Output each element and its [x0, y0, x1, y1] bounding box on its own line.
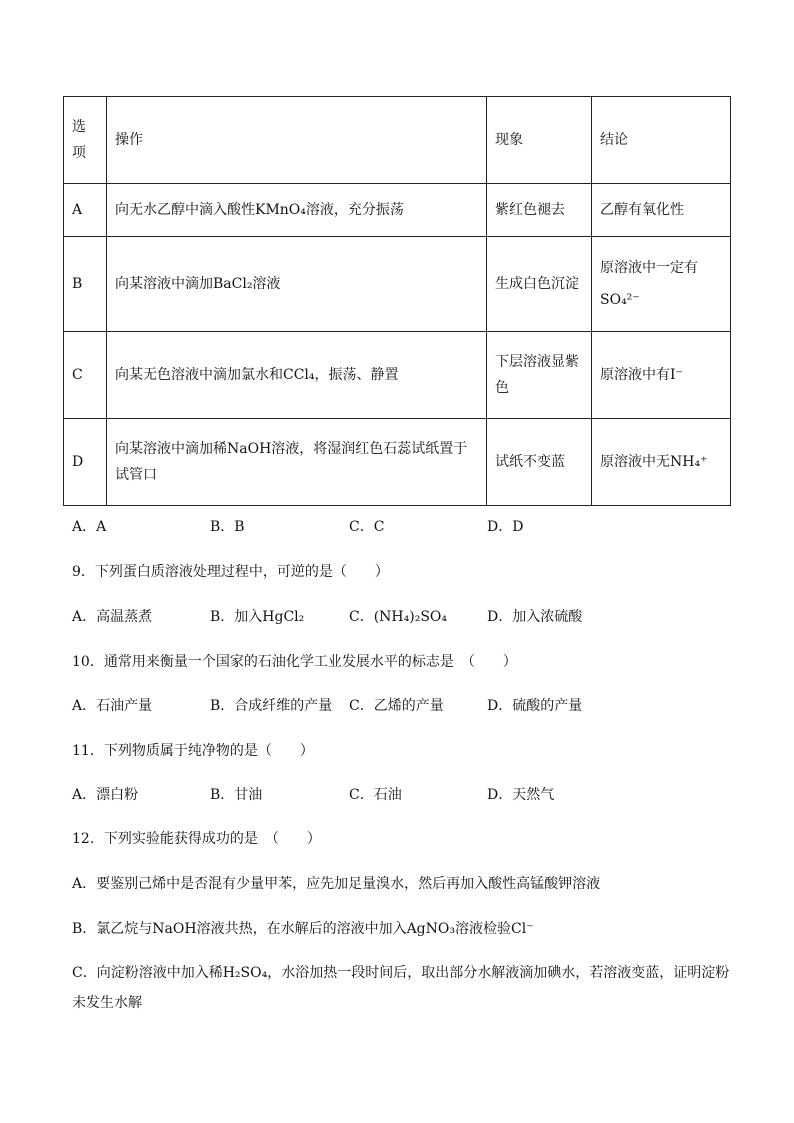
- answer-option-b[interactable]: B．加入HgCl₂: [210, 609, 305, 625]
- row-operation: 向某溶液中滴加稀NaOH溶液，将湿润红色石蕊试纸置于试管口: [107, 419, 487, 506]
- q9-options: [72, 606, 582, 626]
- answer-option-c[interactable]: C．乙烯的产量: [349, 698, 444, 714]
- answer-option-a[interactable]: A．A: [72, 519, 107, 535]
- header-conclusion: 结论: [592, 97, 731, 184]
- header-operation: 操作: [107, 97, 487, 184]
- answer-option-d[interactable]: D．D: [487, 519, 524, 535]
- experiment-table: [63, 96, 731, 506]
- q12-option-b[interactable]: B．氯乙烷与NaOH溶液共热，在水解后的溶液中加入AgNO₃溶液检验Cl⁻: [72, 921, 534, 937]
- row-operation: 向某无色溶液中滴加氯水和CCl₄，振荡、静置: [107, 332, 487, 419]
- answer-option-a[interactable]: A．石油产量: [72, 698, 153, 714]
- row-operation: 向无水乙醇中滴入酸性KMnO₄溶液，充分振荡: [107, 184, 487, 237]
- answer-option-c[interactable]: C．(NH₄)₂SO₄: [349, 609, 447, 625]
- row-conclusion: 原溶液中无NH₄⁺: [592, 419, 731, 506]
- q10-options: [72, 695, 582, 715]
- table-row: [64, 184, 731, 237]
- table-row: [64, 332, 731, 419]
- answer-option-b[interactable]: B．甘油: [210, 787, 263, 803]
- q11-stem: 11．下列物质属于纯净物的是（ ）: [72, 743, 314, 759]
- answer-option-c[interactable]: C．石油: [349, 787, 402, 803]
- table-row: [64, 419, 731, 506]
- q9-stem: 9．下列蛋白质溶液处理过程中，可逆的是（ ）: [72, 564, 389, 580]
- row-conclusion: 乙醇有氧化性: [592, 184, 731, 237]
- row-phenomenon: 生成白色沉淀: [487, 237, 592, 332]
- q12-option-c[interactable]: C．向淀粉溶液中加入稀H₂SO₄，水浴加热一段时间后，取出部分水解液滴加碘水，若溶液变蓝，证明淀粉: [72, 965, 730, 981]
- answer-option-b[interactable]: B．B: [210, 519, 245, 535]
- row-phenomenon: 试纸不变蓝: [487, 419, 592, 506]
- row-conclusion: 原溶液中有I⁻: [592, 332, 731, 419]
- answer-option-a[interactable]: A．高温蒸煮: [72, 609, 153, 625]
- row-phenomenon: 下层溶液显紫色: [487, 332, 592, 419]
- answer-option-d[interactable]: D．硫酸的产量: [487, 698, 583, 714]
- header-phenomenon: 现象: [487, 97, 592, 184]
- row-option: D: [64, 419, 107, 506]
- answer-option-d[interactable]: D．天然气: [487, 787, 555, 803]
- header-option: 选 项: [64, 97, 107, 184]
- row-phenomenon: 紫红色褪去: [487, 184, 592, 237]
- q10-stem: 10．通常用来衡量一个国家的石油化学工业发展水平的标志是 （ ）: [72, 654, 517, 670]
- q12-option-a[interactable]: A．要鉴别己烯中是否混有少量甲苯，应先加足量溴水，然后再加入酸性高锰酸钾溶液: [72, 876, 601, 892]
- table-row: [64, 237, 731, 332]
- answer-option-b[interactable]: B．合成纤维的产量: [210, 698, 333, 714]
- q8-answer-options: [72, 516, 523, 536]
- answer-option-a[interactable]: A．漂白粉: [72, 787, 139, 803]
- table-header-row: [64, 97, 731, 184]
- row-option: B: [64, 237, 107, 332]
- conclusion-line-2: SO₄²⁻: [600, 292, 640, 308]
- row-option: A: [64, 184, 107, 237]
- q11-options: [72, 784, 554, 804]
- answer-option-d[interactable]: D．加入浓硫酸: [487, 609, 583, 625]
- conclusion-line-1: 原溶液中一定有: [600, 260, 698, 276]
- row-conclusion: [592, 237, 731, 332]
- row-option: C: [64, 332, 107, 419]
- row-operation: 向某溶液中滴加BaCl₂溶液: [107, 237, 487, 332]
- q12-stem: 12．下列实验能获得成功的是 （ ）: [72, 831, 321, 847]
- answer-option-c[interactable]: C．C: [349, 519, 385, 535]
- q12-option-c-continued: 未发生水解: [72, 995, 142, 1011]
